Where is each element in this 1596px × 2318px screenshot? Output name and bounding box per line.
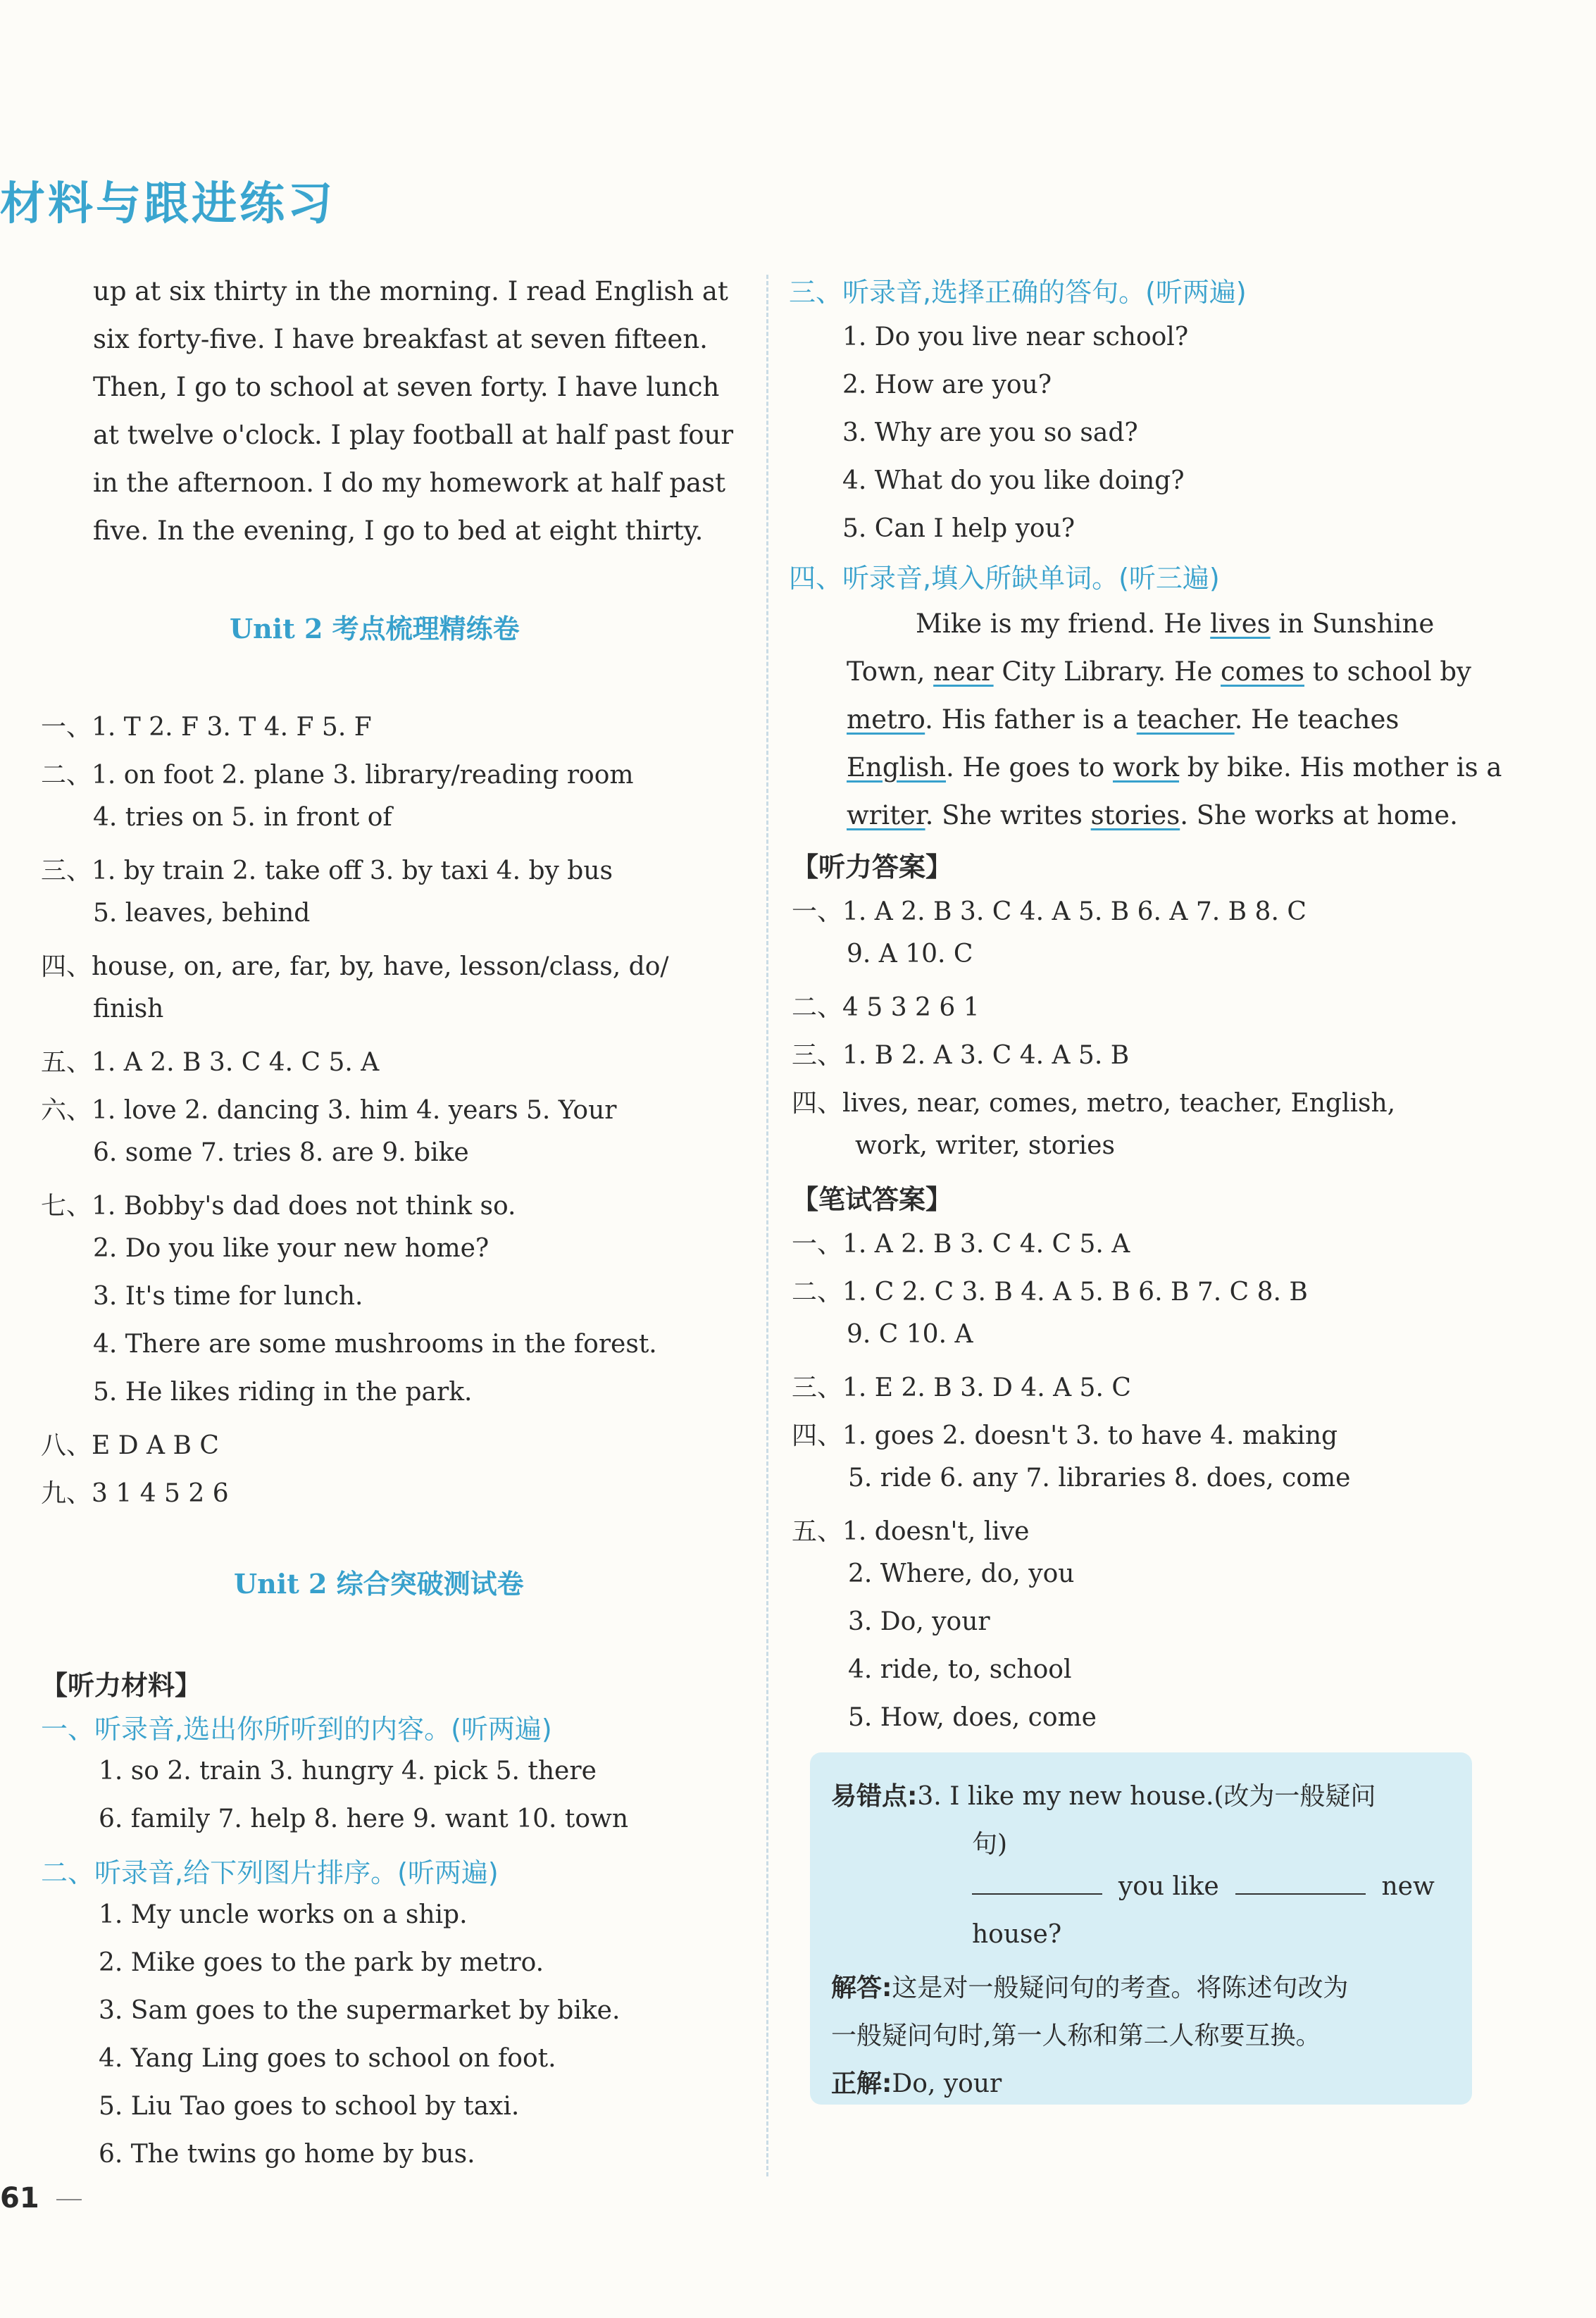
unit-title-test: Unit 2 综合突破测试卷 (234, 1568, 524, 1600)
column-divider (766, 275, 768, 2176)
passage-line: six forty-five. I have breakfast at seven fifteen. (93, 324, 708, 354)
material-line: 2. How are you? (842, 370, 1052, 399)
answer-line: 四、lives, near, comes, metro, teacher, English, (792, 1089, 1396, 1118)
answer-line: 5. How, does, come (848, 1703, 1097, 1732)
section-title: 四、听录音,填入所缺单词。(听三遍) (789, 563, 1220, 594)
answer-line: 七、1. Bobby's dad does not think so. (41, 1192, 516, 1221)
material-line: 4. Yang Ling goes to school on foot. (99, 2044, 556, 2073)
filled-word: stories (1090, 800, 1180, 830)
answer-line: 三、1. B 2. A 3. C 4. A 5. B (792, 1041, 1130, 1070)
filled-word: comes (1221, 656, 1304, 687)
material-line: 1. My uncle works on a ship. (99, 1900, 468, 1929)
answer-line: 4. ride, to, school (848, 1655, 1072, 1684)
material-line: 3. Sam goes to the supermarket by bike. (99, 1996, 621, 2025)
answer-line: 一、1. A 2. B 3. C 4. A 5. B 6. A 7. B 8. C (792, 897, 1307, 926)
answer-line: 一、1. T 2. F 3. T 4. F 5. F (41, 713, 372, 742)
passage-line: Then, I go to school at seven forty. I have lunch (93, 372, 720, 402)
answer-line: 三、1. E 2. B 3. D 4. A 5. C (792, 1373, 1131, 1402)
passage-line: writer. She writes stories. She works at home. (847, 800, 1458, 830)
error-prone-question-cont: 句) (972, 1830, 1008, 1859)
listening-answers-heading: 【听力答案】 (792, 852, 953, 883)
answer-line: 9. C 10. A (847, 1320, 973, 1349)
answer-line: 一、1. A 2. B 3. C 4. C 5. A (792, 1230, 1130, 1259)
filled-word: lives (1210, 609, 1271, 639)
filled-word: English (847, 752, 947, 783)
error-prone-explanation-cont: 一般疑问句时,第一人称和第二人称要互换。 (831, 2021, 1321, 2050)
material-line: 1. so 2. train 3. hungry 4. pick 5. there (99, 1757, 597, 1786)
answer-line: 6. some 7. tries 8. are 9. bike (93, 1138, 469, 1167)
section-title: 一、听录音,选出你所听到的内容。(听两遍) (41, 1714, 552, 1745)
answer-blank (972, 1893, 1102, 1895)
passage-line: metro. His father is a teacher. He teaches (847, 704, 1399, 735)
answer-line: finish (93, 995, 164, 1023)
error-prone-explanation: 解答:这是对一般疑问句的考查。将陈述句改为 (831, 1974, 1349, 2002)
answer-line: 4. tries on 5. in front of (93, 803, 392, 832)
filled-word: writer (847, 800, 925, 830)
answer-line: 二、4 5 3 2 6 1 (792, 993, 980, 1022)
page-header-title: 材料与跟进练习 (0, 178, 335, 230)
passage-line: Mike is my friend. He lives in Sunshine (916, 609, 1435, 639)
error-prone-question: 易错点:3. I like my new house.(改为一般疑问 (831, 1782, 1376, 1811)
filled-word: near (933, 656, 994, 687)
unit-title-review: Unit 2 考点梳理精练卷 (230, 613, 520, 644)
material-line: 1. Do you live near school? (842, 323, 1189, 351)
answer-line: 四、house, on, are, far, by, have, lesson/class, do/ (41, 952, 669, 981)
answer-line: work, writer, stories (855, 1131, 1115, 1160)
error-prone-question-end: house? (972, 1920, 1062, 1949)
section-title: 三、听录音,选择正确的答句。(听两遍) (789, 277, 1247, 308)
material-line: 2. Mike goes to the park by metro. (99, 1948, 544, 1977)
answer-line: 3. It's time for lunch. (93, 1282, 363, 1311)
answer-line: 八、E D A B C (41, 1431, 219, 1460)
passage-line: five. In the evening, I go to bed at eight thirty. (93, 516, 704, 546)
answer-line: 二、1. on foot 2. plane 3. library/reading room (41, 761, 634, 790)
filled-word: metro (847, 704, 925, 735)
page-number: 61 (0, 2182, 39, 2214)
passage-line: in the afternoon. I do my homework at half past (93, 468, 725, 498)
passage-line: at twelve o'clock. I play football at half past four (93, 420, 734, 450)
answer-line: 3. Do, your (848, 1607, 990, 1636)
error-prone-label: 易错点: (831, 1782, 918, 1811)
filled-word: teacher (1136, 704, 1235, 735)
answer-line: 四、1. goes 2. doesn't 3. to have 4. making (792, 1421, 1338, 1450)
answer-line: 五、1. doesn't, live (792, 1517, 1030, 1546)
material-line: 5. Liu Tao goes to school by taxi. (99, 2092, 520, 2121)
answer-line: 2. Where, do, you (848, 1559, 1075, 1588)
section-title: 二、听录音,给下列图片排序。(听两遍) (41, 1857, 499, 1888)
answer-line: 5. leaves, behind (93, 899, 311, 928)
answer-line: 五、1. A 2. B 3. C 4. C 5. A (41, 1048, 380, 1077)
passage-line: up at six thirty in the morning. I read English at (93, 276, 728, 306)
answer-line: 九、3 1 4 5 2 6 (41, 1479, 229, 1508)
listening-material-heading: 【听力材料】 (41, 1670, 202, 1701)
material-line: 4. What do you like doing? (842, 466, 1185, 495)
error-prone-blanks: you like new (972, 1872, 1435, 1901)
passage-line: Town, near City Library. He comes to school by (847, 656, 1471, 687)
answer-line: 5. ride 6. any 7. libraries 8. does, come (848, 1464, 1351, 1493)
material-line: 6. The twins go home by bus. (99, 2140, 475, 2169)
answer-line: 5. He likes riding in the park. (93, 1378, 473, 1407)
written-answers-heading: 【笔试答案】 (792, 1184, 953, 1215)
material-line: 6. family 7. help 8. here 9. want 10. town (99, 1805, 629, 1833)
passage-line: English. He goes to work by bike. His mother is a (847, 752, 1502, 783)
answer-line: 六、1. love 2. dancing 3. him 4. years 5. Your (41, 1096, 617, 1125)
answer-line: 三、1. by train 2. take off 3. by taxi 4. by bus (41, 856, 613, 885)
material-line: 3. Why are you so sad? (842, 418, 1138, 447)
answer-line: 9. A 10. C (847, 940, 973, 968)
error-prone-correct: 正解:Do, your (831, 2069, 1002, 2098)
answer-line: 4. There are some mushrooms in the forest. (93, 1330, 657, 1359)
filled-word: work (1112, 752, 1180, 783)
page-number-rule (56, 2199, 82, 2200)
material-line: 5. Can I help you? (842, 514, 1076, 543)
answer-blank (1235, 1893, 1366, 1895)
answer-line: 2. Do you like your new home? (93, 1234, 490, 1263)
answer-line: 二、1. C 2. C 3. B 4. A 5. B 6. B 7. C 8. B (792, 1278, 1308, 1307)
